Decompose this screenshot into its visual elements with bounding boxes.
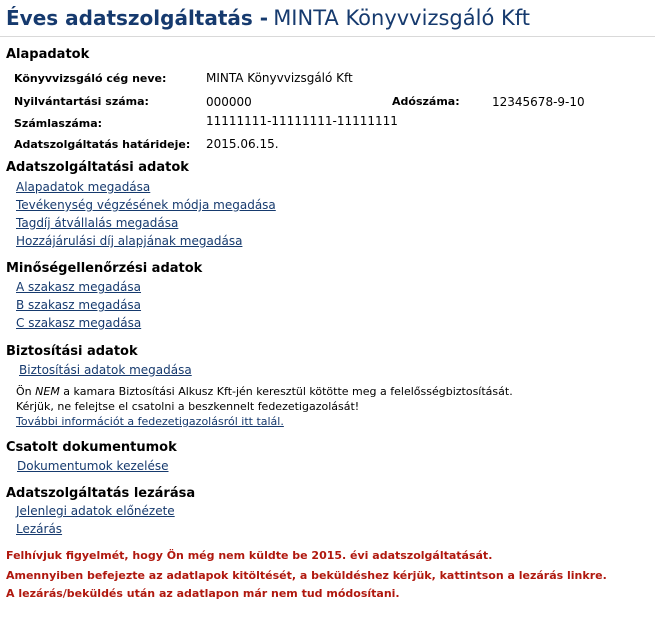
link-c-szakasz[interactable]: C szakasz megadása xyxy=(16,316,142,330)
insurance-note-line2: Kérjük, ne felejtse el csatolni a beszkennelt fedezetigazolását! xyxy=(16,400,360,413)
page-title-company: MINTA Könyvvizsgáló Kft xyxy=(273,6,530,30)
section-heading-adatszolgaltatasi: Adatszolgáltatási adatok xyxy=(6,160,189,175)
page-title xyxy=(6,6,530,30)
warning-no-modification: A lezárás/beküldés után az adatlapon már nem tud módosítani. xyxy=(6,587,400,600)
link-tagdij-atvallalas[interactable]: Tagdíj átvállalás megadása xyxy=(16,216,179,230)
link-hozzajarulasi-dij[interactable]: Hozzájárulási díj alapjának megadása xyxy=(16,234,243,248)
company-name-label: Könyvvizsgáló cég neve: xyxy=(14,72,167,85)
link-a-szakasz[interactable]: A szakasz megadása xyxy=(16,280,142,294)
section-heading-csatolt: Csatolt dokumentumok xyxy=(6,440,177,455)
link-b-szakasz[interactable]: B szakasz megadása xyxy=(16,298,142,312)
link-lezaras[interactable]: Lezárás xyxy=(16,522,63,536)
warning-not-submitted: Felhívjuk figyelmét, hogy Ön még nem küldte be 2015. évi adatszolgáltatását. xyxy=(6,549,493,562)
deadline-label: Adatszolgáltatás határideje: xyxy=(14,138,191,151)
section-heading-minosegellenorzesi: Minőségellenőrzési adatok xyxy=(6,261,203,276)
registry-number-label: Nyilvántartási száma: xyxy=(14,95,149,108)
section-heading-biztositasi: Biztosítási adatok xyxy=(6,344,138,359)
tax-number-label: Adószáma: xyxy=(392,95,460,108)
registry-number-value: 000000 xyxy=(206,95,252,109)
link-adatok-elonezete[interactable]: Jelenlegi adatok előnézete xyxy=(16,504,175,518)
section-heading-alapadatok: Alapadatok xyxy=(6,47,90,62)
account-number-label: Számlaszáma: xyxy=(14,117,103,130)
company-name-value: MINTA Könyvvizsgáló Kft xyxy=(206,71,353,85)
title-divider xyxy=(0,36,655,37)
link-biztositasi-adatok[interactable]: Biztosítási adatok megadása xyxy=(19,363,192,377)
insurance-note-prefix: Ön xyxy=(16,385,36,398)
tax-number-value: 12345678-9-10 xyxy=(492,95,585,109)
link-tevekenyseg-modja[interactable]: Tevékenység végzésének módja megadása xyxy=(16,198,276,212)
account-number-value: 11111111-11111111-11111111 xyxy=(206,114,398,128)
link-fedezetigazolas-info[interactable]: További információt a fedezetigazolásról itt talál. xyxy=(16,415,284,428)
warning-how-to-submit: Amennyiben befejezte az adatlapok kitöltését, a beküldéshez kérjük, kattintson a lezárás linkre. xyxy=(6,569,607,582)
deadline-value: 2015.06.15. xyxy=(206,137,279,151)
page-title-lead: Éves adatszolgáltatás - xyxy=(6,6,269,30)
link-alapadatok-megadasa[interactable]: Alapadatok megadása xyxy=(16,180,151,194)
section-heading-lezaras: Adatszolgáltatás lezárása xyxy=(6,486,196,501)
insurance-note-emphasis: NEM xyxy=(35,385,60,398)
insurance-note-suffix: a kamara Biztosítási Alkusz Kft-jén keresztül kötötte meg a felelősségbiztosítását. xyxy=(59,385,513,398)
insurance-note-line1 xyxy=(16,385,513,398)
link-dokumentumok-kezelese[interactable]: Dokumentumok kezelése xyxy=(17,459,169,473)
